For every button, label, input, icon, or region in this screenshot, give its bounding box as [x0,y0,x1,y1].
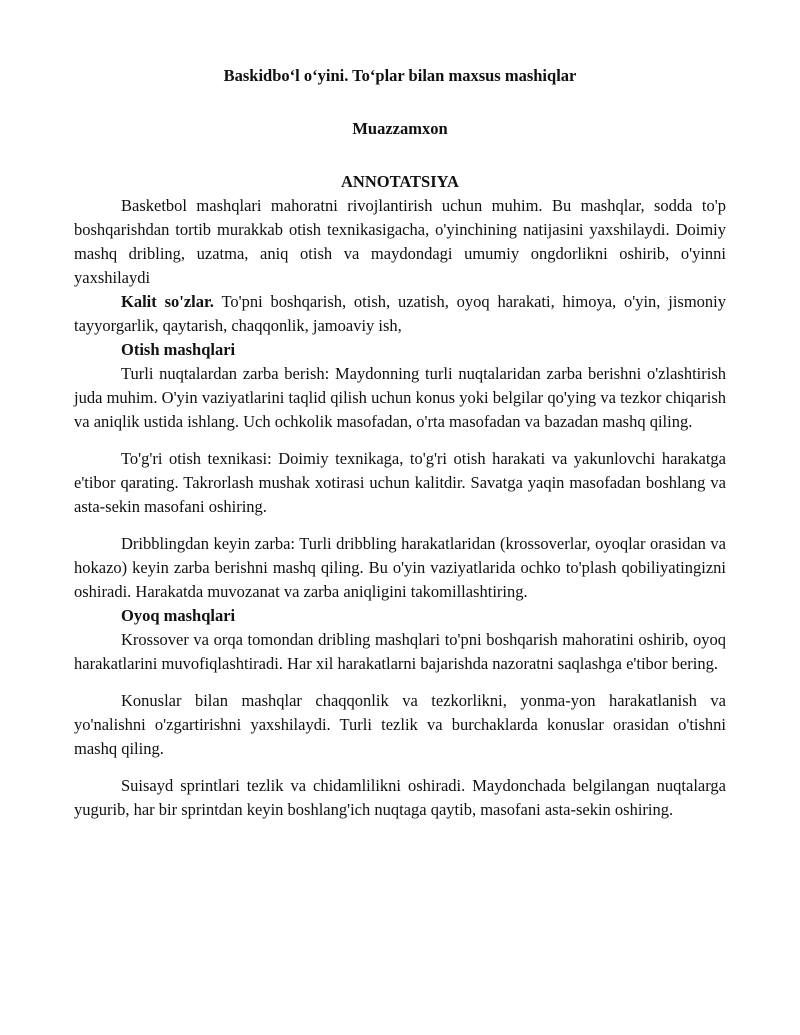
keywords-paragraph [74,290,726,338]
document-title: Baskidbo‘l o‘yini. To‘plar bilan maxsus mashiqlar [223,66,577,85]
section-heading-shooting: Otish mashqlari [121,340,236,359]
paragraph: Turli nuqtalardan zarba berish: Maydonning turli nuqtalaridan zarba berishni o'zlashtirish juda muhim. O'yin vaziyatlarini taqlid qilish uchun konus yoki belgilar qo'ying va tezkor chiqarish va aniqlik ustida ishlang. Uch ochkolik masofadan, o'rta masofadan va bazadan mashq qiling. [74,364,726,431]
paragraph: Konuslar bilan mashqlar chaqqonlik va tezkorlikni, yonma-yon harakatlanish va yo'nalishni o'zgartirishni yaxshilaydi. Turli tezlik va burchaklarda konuslar orasidan o'tishni mashq qiling. [74,691,726,758]
keywords-text: To'pni boshqarish, otish, uzatish, oyoq harakati, himoya, o'yin, jismoniy tayyorgarlik, qaytarish, chaqqonlik, jamoaviy ish, [74,292,726,335]
paragraph: Dribblingdan keyin zarba: Turli dribbling harakatlaridan (krossoverlar, oyoqlar orasidan va hokazo) keyin zarba berishni mashq qiling. Bu o'yin vaziyatlarida ochko to'plash qobiliyatingizni oshiradi. Harakatda muvozanat va zarba aniqligini takomillashtiring. [74,534,726,601]
paragraph: Suisayd sprintlari tezlik va chidamlilikni oshiradi. Maydonchada belgilangan nuqtalarga yugurib, har bir sprintdan keyin boshlang'ich nuqtaga qaytib, masofani asta-sekin oshiring. [74,776,726,819]
section-heading-footwork: Oyoq mashqlari [121,606,236,625]
document-author: Muazzamxon [352,119,448,138]
keywords-label: Kalit so'zlar. [121,292,214,311]
paragraph: To'g'ri otish texnikasi: Doimiy texnikaga, to'g'ri otish harakati va yakunlovchi harakatga e'tibor qarating. Takrorlash mushak xotirasi uchun kalitdir. Savatga yaqin masofadan boshlang va asta-sekin masofani oshiring. [74,449,726,516]
annotation-text: Basketbol mashqlari mahoratni rivojlantirish uchun muhim. Bu mashqlar, sodda to'p boshqarishdan tortib murakkab otish texnikasigacha, o'yinchining natijasini yaxshilaydi. Doimiy mashq dribling, uzatma, aniq otish va maydondagi umumiy ongdorlikni oshirib, o'yinni yaxshilaydi [74,196,726,287]
annotation-heading: ANNOTATSIYA [341,172,459,191]
paragraph: Krossover va orqa tomondan dribling mashqlari to'pni boshqarish mahoratini oshirib, oyoq harakatlarini muvofiqlashtiradi. Har xil harakatlarni bajarishda nazoratni saqlashga e'tibor bering. [74,630,726,673]
